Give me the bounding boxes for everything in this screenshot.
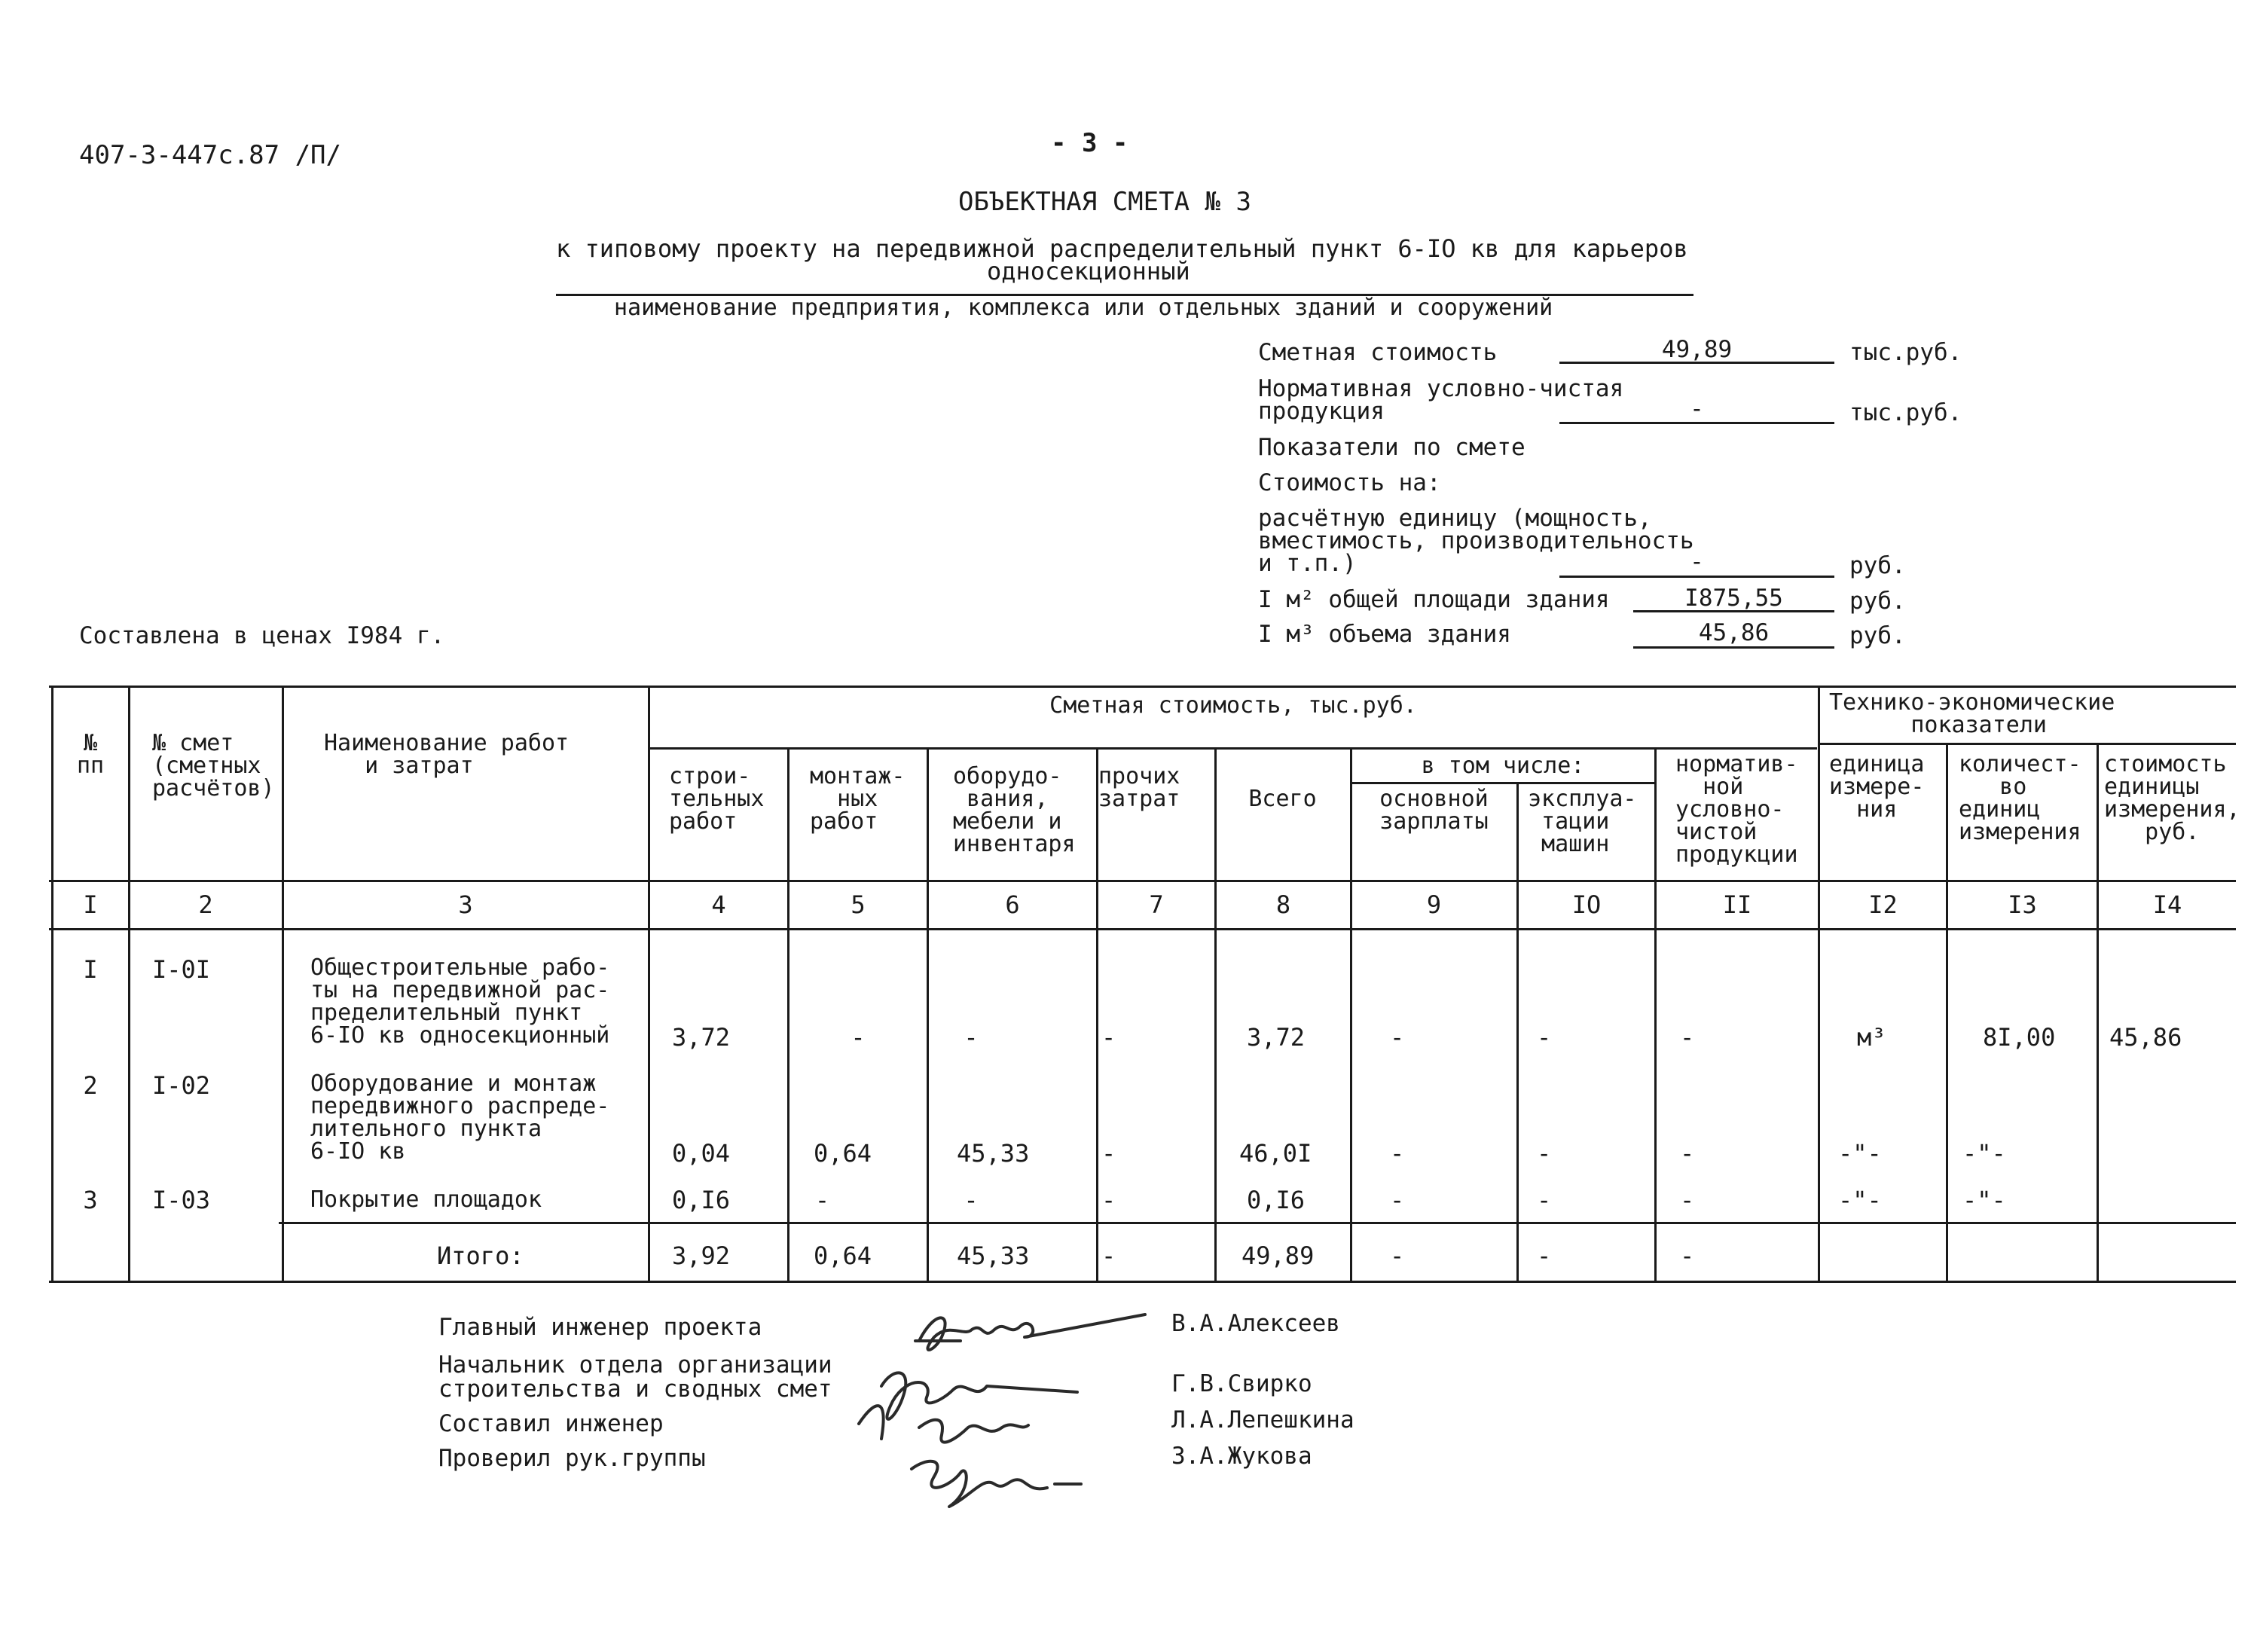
area-line	[1633, 610, 1834, 612]
header-group-cost: Сметная стоимость, тыс.руб.	[1049, 692, 1417, 719]
header-bottom-line	[49, 880, 2236, 882]
colnum-3: 3	[458, 890, 473, 919]
total-c7: -	[1101, 1241, 1116, 1270]
total-c8: 49,89	[1241, 1241, 1315, 1270]
cost-subheader-line	[649, 747, 1817, 750]
vline-4	[787, 749, 789, 1283]
estimated-cost-value: 49,89	[1661, 336, 1733, 363]
vline-9	[1516, 783, 1519, 1283]
header-col-4: строи- тельных работ	[669, 763, 765, 835]
signature-name-4: З.А.Жукова	[1171, 1443, 1312, 1470]
project-subtitle-line1: к типовому проекту на передвижной распределительный пункт 6-IO кв для карьеров	[556, 234, 1688, 263]
total-c6: 45,33	[957, 1241, 1030, 1270]
unit-line	[1559, 576, 1834, 578]
row-2-c13: -"-	[1962, 1139, 2006, 1168]
header-col-5: монтаж- ных работ	[810, 763, 906, 835]
row-1-c13: 8I,00	[1983, 1023, 2056, 1052]
table-bottom-border	[49, 1281, 2236, 1283]
area-label: I м² общей площади здания	[1258, 586, 1610, 613]
subtitle-caption: наименование предприятия, комплекса или отдельных зданий и сооружений	[614, 295, 1553, 321]
colnum-bottom-line	[49, 928, 2236, 930]
row-3-c5: -	[814, 1186, 830, 1214]
signature-name-3: Л.А.Лепешкина	[1171, 1406, 1354, 1434]
vline-2	[282, 686, 284, 1283]
tech-subheader-line	[1819, 743, 2236, 745]
row-3-c12: -"-	[1838, 1186, 1882, 1214]
normative-value: -	[1690, 395, 1704, 423]
header-col-7: прочих затрат	[1098, 763, 1180, 812]
total-c5: 0,64	[814, 1241, 872, 1270]
row-2-c6: 45,33	[957, 1139, 1030, 1168]
row-2-code: I-02	[152, 1071, 211, 1100]
row-1-code: I-0I	[152, 955, 211, 984]
colnum-6: 6	[1005, 890, 1020, 919]
vline-5	[927, 749, 929, 1283]
header-col-8: Всего	[1248, 786, 1317, 812]
area-value: I875,55	[1684, 585, 1783, 612]
unit-label-2: вместимость, производительность	[1258, 527, 1694, 554]
estimated-cost-line	[1559, 362, 1834, 364]
total-top-line	[279, 1222, 2236, 1224]
colnum-5: 5	[851, 890, 866, 919]
row-2-number: 2	[83, 1071, 98, 1100]
normative-line	[1559, 422, 1834, 424]
row-1-name: Общестроительные рабо- ты на передвижной рас- пределительный пункт 6-IO кв односекционный	[310, 954, 610, 1049]
row-1-c10: -	[1537, 1023, 1552, 1052]
incl-subheader-line	[1350, 782, 1654, 784]
signature-role-1: Главный инженер проекта	[438, 1314, 762, 1341]
row-2-c11: -	[1680, 1139, 1695, 1168]
header-col-2: № смет (сметных расчётов)	[152, 730, 275, 802]
colnum-14: I4	[2152, 890, 2182, 919]
row-3-name: Покрытие площадок	[310, 1186, 542, 1213]
total-label: Итого:	[437, 1241, 524, 1270]
normative-label-2: продукция	[1258, 398, 1385, 425]
row-2-c4: 0,04	[672, 1139, 731, 1168]
prices-note: Составлена в ценах I984 г.	[79, 622, 445, 649]
row-2-c10: -	[1537, 1139, 1552, 1168]
cost-for-label: Стоимость на:	[1258, 469, 1441, 496]
row-2-c5: 0,64	[814, 1139, 872, 1168]
signature-role-2: Начальник отдела организации строительства и сводных смет	[438, 1351, 832, 1403]
table-top-border	[49, 686, 2236, 688]
volume-line	[1633, 646, 1834, 649]
volume-label: I м³ объема здания	[1258, 621, 1511, 648]
header-group-incl: в том числе:	[1421, 753, 1585, 779]
volume-unit: руб.	[1849, 622, 1906, 649]
colnum-7: 7	[1149, 890, 1164, 919]
row-3-c11: -	[1680, 1186, 1695, 1214]
vline-6	[1096, 749, 1098, 1283]
row-1-c6: -	[964, 1023, 979, 1052]
header-col-13: количест- во единиц измерения	[1959, 751, 2081, 845]
vline-12	[1946, 744, 1948, 1283]
project-subtitle-line2: односекционный	[987, 257, 1190, 286]
total-c4: 3,92	[672, 1241, 731, 1270]
handwritten-signatures	[821, 1296, 1175, 1522]
vline-7	[1214, 749, 1217, 1283]
volume-value: 45,86	[1698, 619, 1770, 646]
header-col-1: № пп	[76, 730, 105, 779]
total-c9: -	[1390, 1241, 1405, 1270]
row-2-c12: -"-	[1838, 1139, 1882, 1168]
estimated-cost-label: Сметная стоимость	[1258, 339, 1498, 366]
normative-label-1: Нормативная условно-чистая	[1258, 375, 1624, 402]
signature-name-1: В.А.Алексеев	[1171, 1310, 1340, 1337]
row-3-c13: -"-	[1962, 1186, 2006, 1214]
header-col-6: оборудо- вания, мебели и инвентаря	[953, 763, 1076, 857]
row-3-number: 3	[83, 1186, 98, 1214]
row-1-c8: 3,72	[1247, 1023, 1306, 1052]
colnum-11: II	[1722, 890, 1752, 919]
colnum-1: I	[83, 890, 98, 919]
vline-13	[2097, 744, 2099, 1283]
row-1-c5: -	[851, 1023, 866, 1052]
header-col-11: норматив- ной условно- чистой продукции	[1675, 751, 1798, 868]
header-col-10: эксплуа- тации машин	[1528, 786, 1637, 857]
row-1-c14: 45,86	[2109, 1023, 2182, 1052]
row-2-c8: 46,0I	[1239, 1139, 1312, 1168]
signature-name-2: Г.В.Свирко	[1171, 1370, 1312, 1397]
vline-10	[1654, 749, 1657, 1283]
indicators-label: Показатели по смете	[1258, 434, 1526, 461]
unit-value: -	[1690, 548, 1704, 576]
unit-label-1: расчётную единицу (мощность,	[1258, 505, 1652, 532]
header-col-9: основной зарплаты	[1379, 786, 1489, 835]
row-1-number: I	[83, 955, 98, 984]
colnum-13: I3	[2008, 890, 2037, 919]
page-number: - 3 -	[1051, 128, 1128, 158]
row-2-name: Оборудование и монтаж передвижного распреде- лительного пункта 6-IO кв	[310, 1070, 610, 1165]
row-3-code: I-03	[152, 1186, 211, 1214]
row-3-c8: 0,I6	[1247, 1186, 1306, 1214]
row-1-c12: м³	[1857, 1023, 1886, 1052]
colnum-10: IO	[1571, 890, 1602, 919]
row-2-c9: -	[1390, 1139, 1405, 1168]
row-3-c10: -	[1537, 1186, 1552, 1214]
row-1-c9: -	[1390, 1023, 1405, 1052]
row-2-c7: -	[1101, 1139, 1116, 1168]
signature-role-3: Составил инженер	[438, 1410, 664, 1437]
colnum-4: 4	[711, 890, 726, 919]
row-1-c4: 3,72	[672, 1023, 731, 1052]
signature-role-4: Проверил рук.группы	[438, 1445, 706, 1472]
vline-1	[128, 686, 130, 1283]
colnum-2: 2	[198, 890, 213, 919]
total-c10: -	[1537, 1241, 1552, 1270]
total-c11: -	[1680, 1241, 1695, 1270]
row-3-c9: -	[1390, 1186, 1405, 1214]
area-unit: руб.	[1849, 588, 1906, 615]
colnum-12: I2	[1868, 890, 1898, 919]
vline-3	[648, 686, 650, 1283]
document-title: ОБЪЕКТНАЯ СМЕТА № 3	[958, 187, 1251, 217]
row-1-c7: -	[1101, 1023, 1116, 1052]
row-1-c11: -	[1680, 1023, 1695, 1052]
unit-unit: руб.	[1849, 552, 1906, 579]
row-3-c4: 0,I6	[672, 1186, 731, 1214]
estimated-cost-unit: тыс.руб.	[1849, 339, 1962, 366]
normative-unit: тыс.руб.	[1849, 399, 1962, 426]
colnum-9: 9	[1426, 890, 1442, 919]
header-col-3: Наименование работ и затрат	[324, 730, 570, 779]
vline-8	[1350, 749, 1352, 1283]
document-code: 407-3-447с.87 /П/	[79, 140, 341, 170]
unit-label-3: и т.п.)	[1258, 550, 1357, 577]
colnum-8: 8	[1275, 890, 1291, 919]
header-col-14: стоимость единицы измерения, руб.	[2104, 751, 2240, 845]
header-col-12: единица измере- ния	[1829, 751, 1925, 823]
header-group-tech: Технико-экономические показатели	[1829, 689, 2115, 738]
vline-11	[1818, 686, 1820, 1283]
row-3-c7: -	[1101, 1186, 1116, 1214]
vline-0	[51, 686, 53, 1283]
row-3-c6: -	[964, 1186, 979, 1214]
